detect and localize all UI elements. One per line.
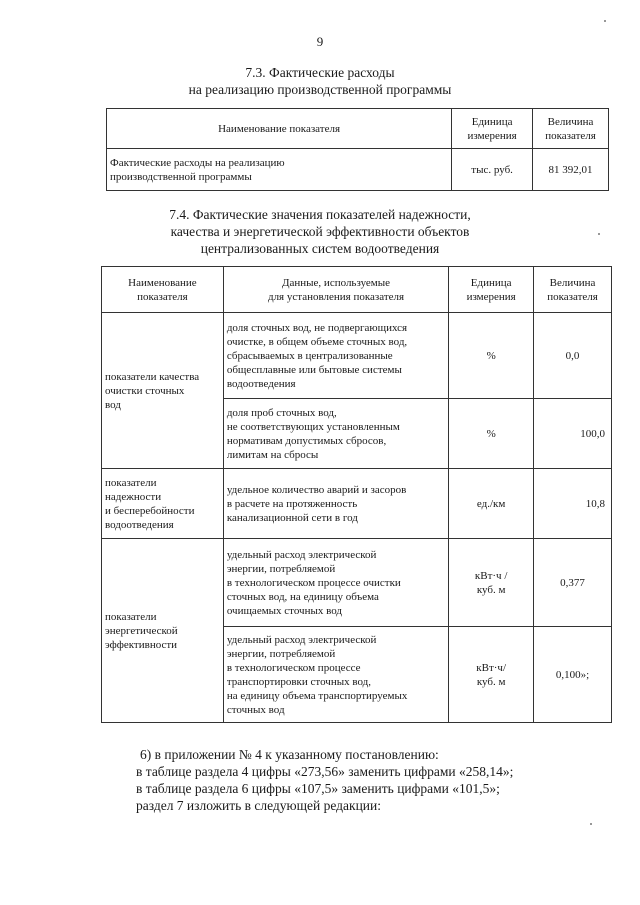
unit-cell: кВт·ч/ куб. м <box>449 627 534 723</box>
paragraph-line: раздел 7 изложить в следующей редакции: <box>136 798 382 813</box>
paragraph-line: 6) в приложении № 4 к указанному постановлению: <box>140 747 439 762</box>
column-header-indicator: Наименование показателя <box>107 109 452 149</box>
reliability-indicators-table <box>101 266 612 723</box>
section-7-4-heading <box>0 206 640 257</box>
data-cell: доля сточных вод, не подвергающихся очистке, в общем объеме сточных вод, сбрасываемых в централизованные общесплавные или бытовые системы водоотведения <box>223 313 448 399</box>
data-cell: удельное количество аварий и засоров в расчете на протяженность канализационной сети в год <box>223 469 448 539</box>
table-header-row <box>102 267 612 313</box>
column-header-indicator: Наименование показателя <box>102 267 224 313</box>
column-header-unit: Единица измерения <box>452 109 533 149</box>
value-cell: 81 392,01 <box>533 149 609 191</box>
data-cell: удельный расход электрической энергии, потребляемой в технологическом процессе транспортировки сточных вод, на единицу объема транспортируемых сточных вод <box>223 627 448 723</box>
section-7-3-heading <box>0 64 640 98</box>
data-cell: доля проб сточных вод, не соответствующих установленным нормативам допустимых сбросов, лимитам на сбросы <box>223 399 448 469</box>
column-header-unit: Единица измерения <box>449 267 534 313</box>
unit-cell: тыс. руб. <box>452 149 533 191</box>
table-row <box>102 539 612 627</box>
unit-cell: ед./км <box>449 469 534 539</box>
column-header-value: Величина показателя <box>533 109 609 149</box>
heading-line: на реализацию производственной программы <box>188 82 452 97</box>
value-cell: 10,8 <box>534 469 612 539</box>
indicator-cell: Фактические расходы на реализацию производственной программы <box>107 149 452 191</box>
value-cell: 100,0 <box>534 399 612 469</box>
column-header-value: Величина показателя <box>534 267 612 313</box>
column-header-data: Данные, используемые для установления показателя <box>223 267 448 313</box>
unit-cell: % <box>449 399 534 469</box>
scan-speck <box>598 233 600 235</box>
value-cell: 0,100»; <box>534 627 612 723</box>
table-row <box>102 469 612 539</box>
indicator-group-energy: показатели энергетической эффективности <box>102 539 224 723</box>
heading-line: качества и энергетической эффективности объектов <box>170 224 470 239</box>
paragraph-line: в таблице раздела 6 цифры «107,5» заменить цифрами «101,5»; <box>136 781 500 796</box>
actual-expenses-table <box>106 108 609 191</box>
page-number: 9 <box>316 34 324 49</box>
data-cell: удельный расход электрической энергии, потребляемой в технологическом процессе очистки сточных вод, на единицу объема очищаемых сточных вод <box>223 539 448 627</box>
heading-line: централизованных систем водоотведения <box>200 241 440 256</box>
paragraph-line: в таблице раздела 4 цифры «273,56» заменить цифрами «258,14»; <box>136 764 514 779</box>
unit-cell: % <box>449 313 534 399</box>
heading-line: 7.4. Фактические значения показателей надежности, <box>169 207 471 222</box>
table-row <box>107 149 609 191</box>
amendment-paragraph <box>136 746 514 814</box>
table-header-row <box>107 109 609 149</box>
value-cell: 0,377 <box>534 539 612 627</box>
value-cell: 0,0 <box>534 313 612 399</box>
scan-speck <box>590 823 592 825</box>
table-row <box>102 313 612 399</box>
scan-speck <box>604 20 606 22</box>
indicator-group-reliability: показатели надежности и бесперебойности водоотведения <box>102 469 224 539</box>
unit-cell: кВт·ч / куб. м <box>449 539 534 627</box>
indicator-group-quality: показатели качества очистки сточных вод <box>102 313 224 469</box>
heading-line: 7.3. Фактические расходы <box>245 65 395 80</box>
